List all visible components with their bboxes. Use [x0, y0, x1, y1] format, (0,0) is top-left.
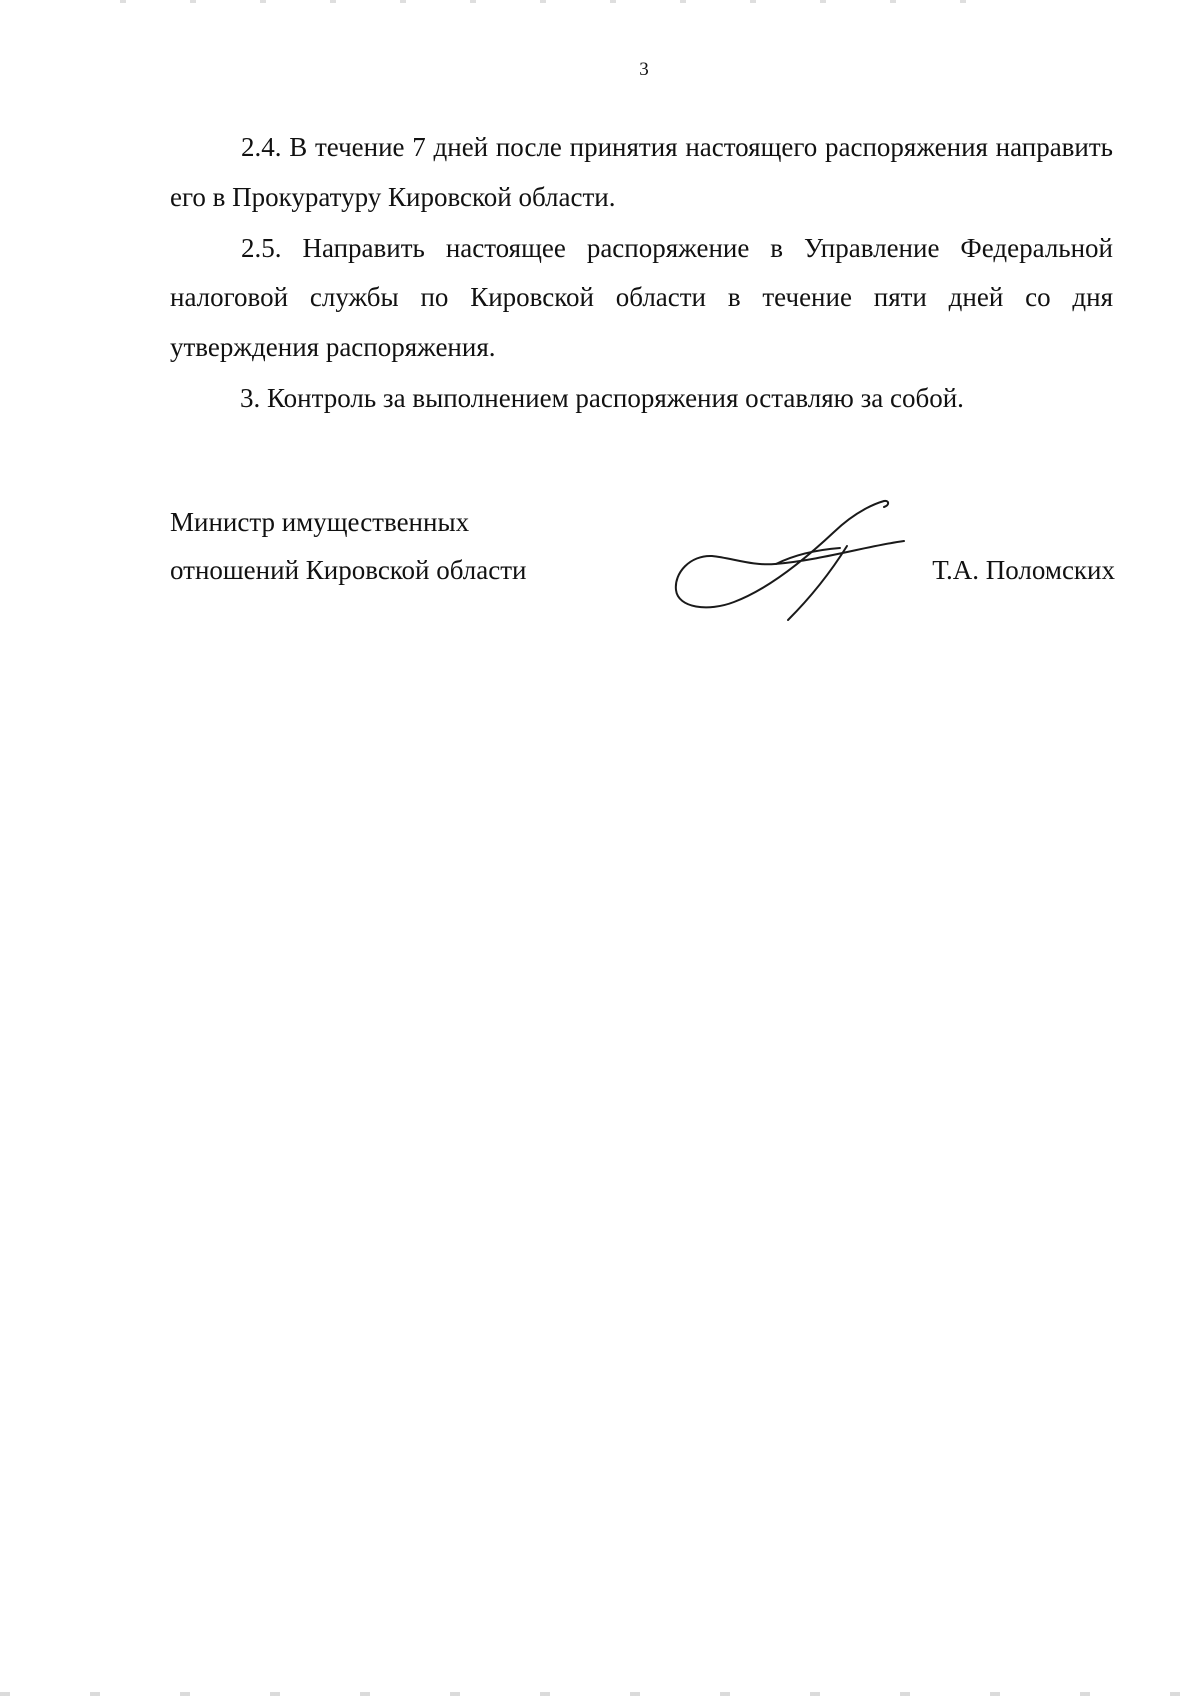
signatory-title-line-1: Министр имущественных: [170, 507, 470, 537]
signature-block: [170, 498, 1113, 628]
paragraph-2-5: 2.5. Направить настоящее распоряжение в Управление Федеральной налоговой службы по Кировской области в течение пяти дней со дня утверждения распоряжения.: [170, 232, 1113, 362]
signatory-name: Т.А. Поломских: [932, 555, 1115, 585]
scan-artifact-bottom: [0, 1692, 1200, 1696]
signatory-title-line-2: отношений Кировской области: [170, 555, 527, 585]
scan-artifact-top: [120, 0, 980, 3]
paragraph-3: 3. Контроль за выполнением распоряжения оставляю за собой.: [240, 382, 964, 413]
page-number: 3: [639, 59, 649, 80]
document-body: [170, 123, 1113, 425]
signatory-title: [170, 498, 690, 594]
handwritten-signature: [672, 498, 912, 623]
paragraph-2-4: 2.4. В течение 7 дней после принятия настоящего распоряжения направить его в Прокуратуру Кировской области.: [170, 132, 1113, 212]
